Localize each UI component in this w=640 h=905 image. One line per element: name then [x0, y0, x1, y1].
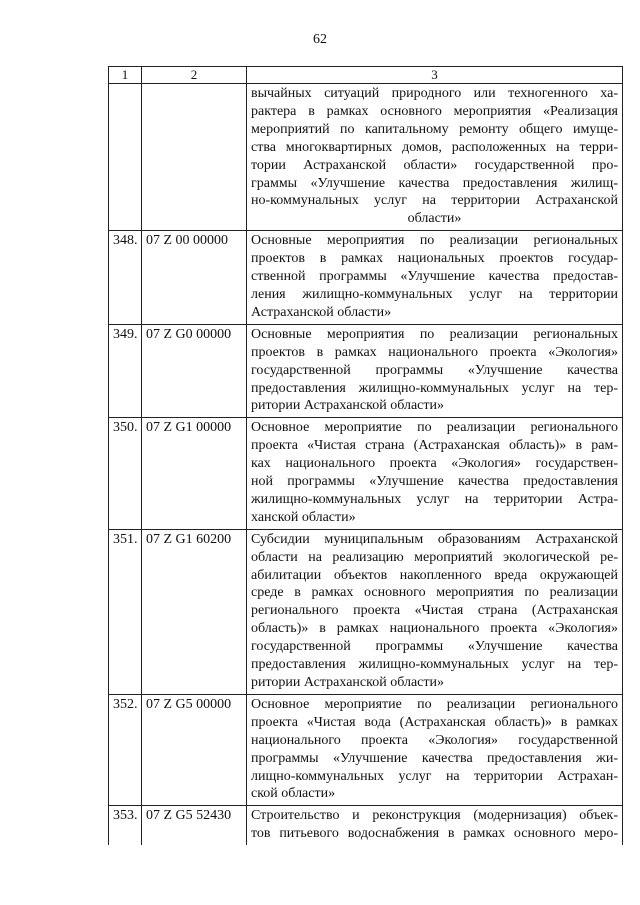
row-description	[247, 231, 623, 325]
row-number: 350.	[109, 418, 142, 529]
table-row	[109, 84, 623, 231]
row-number: 349.	[109, 324, 142, 418]
description-line: ритории Астраханской области»	[251, 675, 445, 690]
description-line: ской области»	[251, 786, 336, 802]
description-line: проекта «Чистая вода (Астраханская область)» в рамках	[251, 714, 618, 730]
description-line: ханской области»	[251, 509, 356, 525]
row-number	[109, 84, 142, 231]
row-description	[247, 806, 623, 845]
description-line: вычайных ситуаций природного или техногенного ха-	[251, 86, 618, 101]
description-line: Астраханской области»	[251, 304, 392, 320]
budget-code: 07 Z G5 00000	[142, 694, 247, 805]
header-cell-2: 2	[142, 67, 247, 84]
description-line: Основное мероприятие по реализации регионального	[251, 696, 618, 712]
row-number: 351.	[109, 529, 142, 694]
budget-code: 07 Z G0 00000	[142, 324, 247, 418]
row-description	[247, 529, 623, 694]
description-line: область)» в рамках национального проекта «Экология»	[251, 621, 618, 637]
description-line: Строительство и реконструкция (модернизация) объек-	[251, 808, 618, 824]
page-number: 62	[313, 32, 327, 47]
row-number: 348.	[109, 231, 142, 325]
description-line: лищно-коммунальных услуг на территории Астрахан-	[251, 768, 618, 784]
description-line: но-коммунальных услуг на территории Астраханской	[251, 193, 618, 209]
table-row	[109, 324, 623, 418]
budget-classification-table	[108, 66, 623, 845]
budget-code: 07 Z G1 00000	[142, 418, 247, 529]
description-line: граммы «Улучшение качества предоставления жилищ-	[251, 175, 618, 191]
description-line: области на реализацию мероприятий экологической ре-	[251, 549, 618, 565]
description-line: тории Астраханской области» государственной про-	[251, 157, 618, 173]
row-number: 352.	[109, 694, 142, 805]
description-line: государственной программы «Улучшение качества	[251, 639, 618, 655]
description-line: проекта «Чистая страна (Астраханская область)» в рам-	[251, 438, 618, 454]
description-line: Основное мероприятие по реализации регионального	[251, 420, 618, 436]
description-line: жилищно-коммунальных услуг на территории Астра-	[251, 491, 618, 507]
table-row	[109, 806, 623, 845]
description-line: ления жилищно-коммунальных услуг на территории	[251, 286, 618, 302]
description-line: области»	[407, 211, 462, 227]
budget-code: 07 Z 00 00000	[142, 231, 247, 325]
description-line: Основные мероприятия по реализации региональных	[251, 326, 618, 342]
description-line: мероприятий по капитальному ремонту общего имуще-	[251, 121, 618, 137]
description-line: ритории Астраханской области»	[251, 398, 445, 414]
description-line: абилитации объектов накопленного вреда окружающей	[251, 567, 618, 583]
table-header-row	[109, 67, 623, 84]
table-row	[109, 694, 623, 805]
description-line: тов питьевого водоснабжения в рамках основного меро-	[251, 826, 618, 842]
description-line: предоставления жилищно-коммунальных услуг на тер-	[251, 380, 618, 396]
description-line: ства многоквартирных домов, расположенных на терри-	[251, 139, 618, 155]
budget-code: 07 Z G1 60200	[142, 529, 247, 694]
row-description	[247, 694, 623, 805]
header-cell-1: 1	[109, 67, 142, 84]
budget-code	[142, 84, 247, 231]
row-number: 353.	[109, 806, 142, 845]
description-line: государственной программы «Улучшение качества	[251, 362, 618, 378]
description-line: ной программы «Улучшение качества предоставления	[251, 474, 618, 490]
description-line: Основные мероприятия по реализации региональных	[251, 233, 618, 249]
description-line: Субсидии муниципальным образованиям Астраханской	[251, 531, 618, 547]
row-description	[247, 418, 623, 529]
table-row	[109, 418, 623, 529]
budget-code: 07 Z G5 52430	[142, 806, 247, 845]
description-line: ках национального проекта «Экология» государствен-	[251, 456, 618, 472]
table-row	[109, 231, 623, 325]
description-line: проектов в рамках национального проекта «Экология»	[251, 344, 618, 360]
description-line: проектов в рамках национальных проектов государ-	[251, 251, 618, 267]
description-line: рактера в рамках основного мероприятия «Реализация	[251, 103, 618, 119]
description-line: предоставления жилищно-коммунальных услуг на тер-	[251, 657, 618, 673]
table-row	[109, 529, 623, 694]
description-line: программы «Улучшение качества предоставления жи-	[251, 750, 618, 766]
description-line: среде в рамках основного мероприятия по реализации	[251, 585, 618, 601]
header-cell-3: 3	[247, 67, 623, 84]
description-line: ственной программы «Улучшение качества предостав-	[251, 269, 618, 285]
description-line: национального проекта «Экология» государственной	[251, 732, 618, 748]
description-line: регионального проекта «Чистая страна (Астраханская	[251, 603, 618, 619]
row-description	[247, 324, 623, 418]
row-description	[247, 84, 623, 231]
